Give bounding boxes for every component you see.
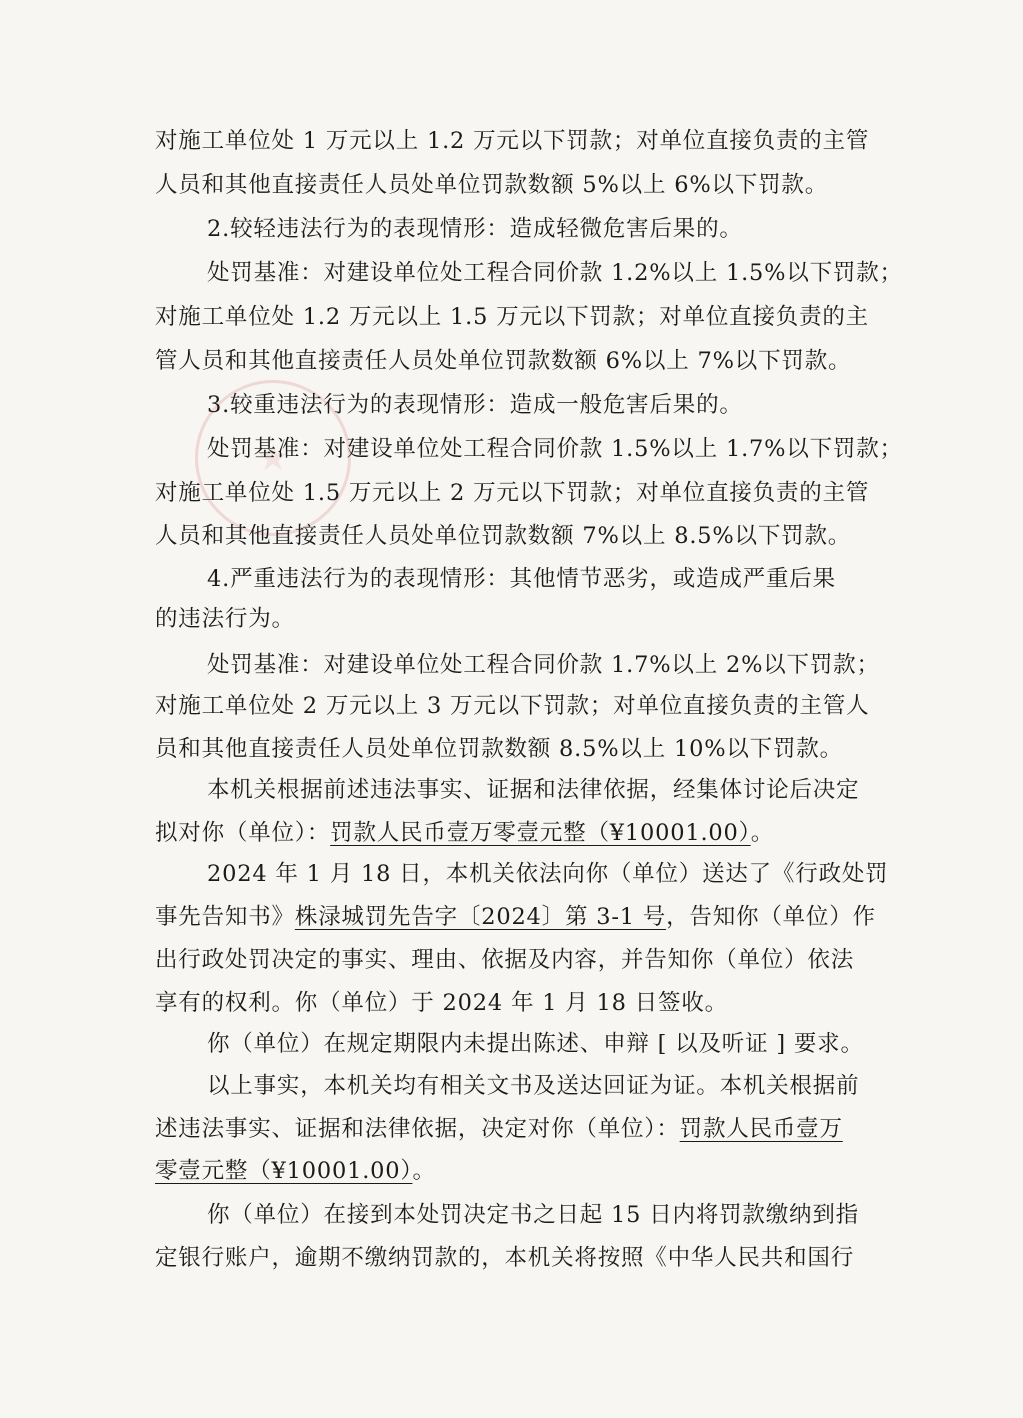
text-line: 的违法行为。 bbox=[155, 606, 295, 632]
text-line: 以上事实，本机关均有相关文书及送达回证为证。本机关根据前 bbox=[207, 1073, 860, 1099]
text-line: 对施工单位处 1 万元以上 1.2 万元以下罚款；对单位直接负责的主管 bbox=[155, 128, 870, 154]
notice-document-number: 株渌城罚先告字〔2024〕第 3-1 号 bbox=[294, 904, 667, 930]
text-line bbox=[155, 1114, 843, 1144]
text-line: 处罚基准：对建设单位处工程合同价款 1.5%以上 1.7%以下罚款； bbox=[207, 436, 903, 462]
text-line bbox=[155, 1156, 436, 1186]
text-line bbox=[155, 818, 774, 848]
text-fragment: 。 bbox=[412, 1158, 436, 1184]
text-line: 出行政处罚决定的事实、理由、依据及内容，并告知你（单位）依法 bbox=[155, 947, 855, 973]
text-line: 2024 年 1 月 18 日，本机关依法向你（单位）送达了《行政处罚 bbox=[207, 861, 889, 887]
text-line: 管人员和其他直接责任人员处单位罚款数额 6%以上 7%以下罚款。 bbox=[155, 348, 852, 374]
penalty-amount: 零壹元整（¥10001.00） bbox=[155, 1158, 413, 1184]
text-line: 处罚基准：对建设单位处工程合同价款 1.7%以上 2%以下罚款； bbox=[207, 652, 880, 678]
text-fragment: 。 bbox=[750, 820, 774, 846]
text-fragment: 事先告知书》 bbox=[155, 904, 295, 930]
text-fragment: 拟对你（单位）： bbox=[155, 820, 331, 846]
text-line bbox=[155, 902, 876, 932]
text-line: 你（单位）在接到本处罚决定书之日起 15 日内将罚款缴纳到指 bbox=[207, 1202, 859, 1228]
text-line: 对施工单位处 1.5 万元以上 2 万元以下罚款；对单位直接负责的主管 bbox=[155, 480, 870, 506]
text-fragment: 述违法事实、证据和法律依据，决定对你（单位）： bbox=[155, 1116, 680, 1142]
text-line: 人员和其他直接责任人员处单位罚款数额 5%以上 6%以下罚款。 bbox=[155, 172, 828, 198]
text-line: 你（单位）在规定期限内未提出陈述、申辩 [ 以及听证 ] 要求。 bbox=[207, 1031, 864, 1057]
text-line: 对施工单位处 1.2 万元以上 1.5 万元以下罚款；对单位直接负责的主 bbox=[155, 304, 869, 330]
text-line: 人员和其他直接责任人员处单位罚款数额 7%以上 8.5%以下罚款。 bbox=[155, 523, 852, 549]
penalty-amount: 罚款人民币壹万零壹元整（¥10001.00） bbox=[330, 820, 751, 846]
text-line: 员和其他直接责任人员处单位罚款数额 8.5%以上 10%以下罚款。 bbox=[155, 736, 843, 762]
text-line: 定银行账户，逾期不缴纳罚款的，本机关将按照《中华人民共和国行 bbox=[155, 1245, 855, 1271]
text-line: 本机关根据前述违法事实、证据和法律依据，经集体讨论后决定 bbox=[207, 777, 860, 803]
text-line: 处罚基准：对建设单位处工程合同价款 1.2%以上 1.5%以下罚款； bbox=[207, 260, 903, 286]
text-fragment: ，告知你（单位）作 bbox=[666, 904, 876, 930]
penalty-amount: 罚款人民币壹万 bbox=[679, 1116, 843, 1142]
text-line: 2.较轻违法行为的表现情形：造成轻微危害后果的。 bbox=[207, 216, 743, 242]
text-line: 4.严重违法行为的表现情形：其他情节恶劣，或造成严重后果 bbox=[207, 566, 836, 592]
text-line: 对施工单位处 2 万元以上 3 万元以下罚款；对单位直接负责的主管人 bbox=[155, 693, 870, 719]
text-line: 享有的权利。你（单位）于 2024 年 1 月 18 日签收。 bbox=[155, 990, 728, 1016]
text-line: 3.较重违法行为的表现情形：造成一般危害后果的。 bbox=[207, 392, 743, 418]
